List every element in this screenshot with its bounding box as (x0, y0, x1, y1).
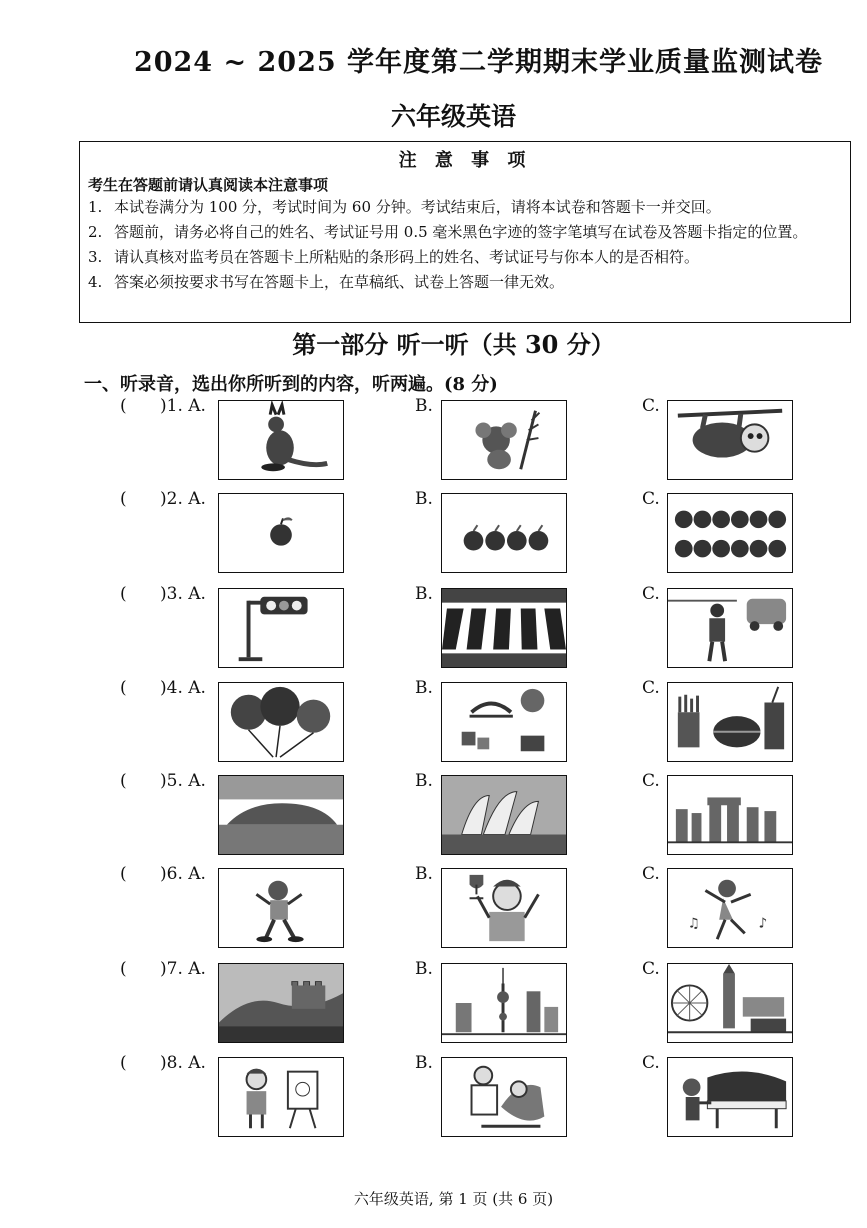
answer-blank-close: ) (160, 1053, 167, 1073)
part-title: 第一部分 听一听（共 30 分） (292, 330, 615, 359)
notice-item (88, 270, 842, 295)
answer-blank[interactable]: ( (120, 396, 127, 416)
shanghai-skyline-icon (441, 963, 567, 1043)
pedestrian-car-icon (667, 588, 793, 668)
notice-item-text: 请认真核对监考员在答题卡上所粘贴的条形码上的姓名、考试证号与你本人的是否相符。 (114, 248, 700, 266)
notice-item-num: 1. (88, 198, 103, 216)
question-label (120, 864, 206, 884)
question-row-6 (0, 866, 867, 956)
toys-icon (441, 682, 567, 762)
pianist-icon (667, 1057, 793, 1137)
svg-text:♫: ♫ (687, 915, 701, 932)
question-number: 4. A. (166, 678, 206, 698)
question-label (120, 489, 206, 509)
option-label-b: B. (415, 864, 433, 884)
question-label (120, 678, 206, 698)
skating-boy-icon (218, 868, 344, 948)
option-label-b: B. (415, 489, 433, 509)
option-label-b: B. (415, 771, 433, 791)
question-label (120, 584, 206, 604)
traffic-light-icon (218, 588, 344, 668)
question-row-8 (0, 1055, 867, 1145)
sloth-icon (667, 400, 793, 480)
question-row-3 (0, 586, 867, 676)
stonehenge-icon (667, 775, 793, 855)
option-label-b: B. (415, 678, 433, 698)
option-label-b: B. (415, 959, 433, 979)
notice-item (88, 245, 842, 270)
answer-blank-close: ) (160, 489, 167, 509)
answer-blank[interactable]: ( (120, 678, 127, 698)
option-label-c: C. (642, 489, 660, 509)
notice-intro: 考生在答题前请认真阅读本注意事项 (88, 176, 329, 194)
option-label-b: B. (415, 584, 433, 604)
notice-item-num: 3. (88, 248, 103, 266)
option-label-c: C. (642, 959, 660, 979)
dancing-girl-icon (667, 868, 793, 948)
option-label-c: C. (642, 396, 660, 416)
answer-blank[interactable]: ( (120, 959, 127, 979)
option-label-c: C. (642, 584, 660, 604)
notice-box (79, 141, 851, 323)
uluru-icon (218, 775, 344, 855)
question-row-5 (0, 773, 867, 863)
option-label-b: B. (415, 396, 433, 416)
svg-text:♪: ♪ (758, 915, 768, 932)
exam-subtitle: 六年级英语 (390, 102, 516, 131)
notice-item-num: 4. (88, 273, 103, 291)
answer-blank-close: ) (160, 864, 167, 884)
zebra-crossing-icon (441, 588, 567, 668)
many-apples-icon (667, 493, 793, 573)
option-label-c: C. (642, 1053, 660, 1073)
answer-blank-close: ) (160, 584, 167, 604)
exam-title: 2024 ~ 2025 学年度第二学期期末学业质量监测试卷 (133, 47, 824, 78)
page-footer: 六年级英语, 第 1 页 (共 6 页) (353, 1190, 554, 1208)
question-label (120, 1053, 206, 1073)
option-label-c: C. (642, 864, 660, 884)
question-number: 1. A. (166, 396, 206, 416)
painter-icon (218, 1057, 344, 1137)
notice-heading: 注 意 事 项 (398, 150, 532, 171)
notice-item-text: 答案必须按要求书写在答题卡上，在草稿纸、试卷上答题一律无效。 (114, 273, 565, 291)
koala-icon (441, 400, 567, 480)
answer-blank-close: ) (160, 396, 167, 416)
apple-icon (218, 493, 344, 573)
answer-blank-close: ) (160, 771, 167, 791)
notice-item-text: 答题前，请务必将自己的姓名、考试证号用 0.5 毫米黑色字迹的签字笔填写在试卷及答题卡指定的位置。 (114, 223, 808, 241)
answer-blank[interactable]: ( (120, 489, 127, 509)
question-number: 6. A. (166, 864, 206, 884)
answer-blank[interactable]: ( (120, 584, 127, 604)
question-number: 3. A. (166, 584, 206, 604)
answer-blank[interactable]: ( (120, 1053, 127, 1073)
option-label-b: B. (415, 1053, 433, 1073)
question-row-4 (0, 680, 867, 770)
question-number: 8. A. (166, 1053, 206, 1073)
notice-item-text: 本试卷满分为 100 分，考试时间为 60 分钟。考试结束后，请将本试卷和答题卡一并交回。 (114, 198, 721, 216)
opera-house-icon (441, 775, 567, 855)
answer-blank-close: ) (160, 959, 167, 979)
question-row-7 (0, 961, 867, 1051)
question-label (120, 959, 206, 979)
question-label (120, 396, 206, 416)
question-number: 2. A. (166, 489, 206, 509)
answer-blank[interactable]: ( (120, 771, 127, 791)
answer-blank-close: ) (160, 678, 167, 698)
question-number: 7. A. (166, 959, 206, 979)
kangaroo-icon (218, 400, 344, 480)
answer-blank[interactable]: ( (120, 864, 127, 884)
option-label-c: C. (642, 678, 660, 698)
question-row-2 (0, 491, 867, 581)
balloons-icon (218, 682, 344, 762)
option-label-c: C. (642, 771, 660, 791)
fast-food-icon (667, 682, 793, 762)
london-landmarks-icon (667, 963, 793, 1043)
notice-item-num: 2. (88, 223, 103, 241)
question-label (120, 771, 206, 791)
notice-item (88, 220, 842, 245)
question-number: 5. A. (166, 771, 206, 791)
section-title: 一、听录音，选出你所听到的内容，听两遍。(8 分) (84, 374, 498, 395)
notice-item (88, 195, 842, 220)
trophy-boy-icon (441, 868, 567, 948)
question-row-1 (0, 398, 867, 488)
dentist-icon (441, 1057, 567, 1137)
apples-icon (441, 493, 567, 573)
great-wall-icon (218, 963, 344, 1043)
